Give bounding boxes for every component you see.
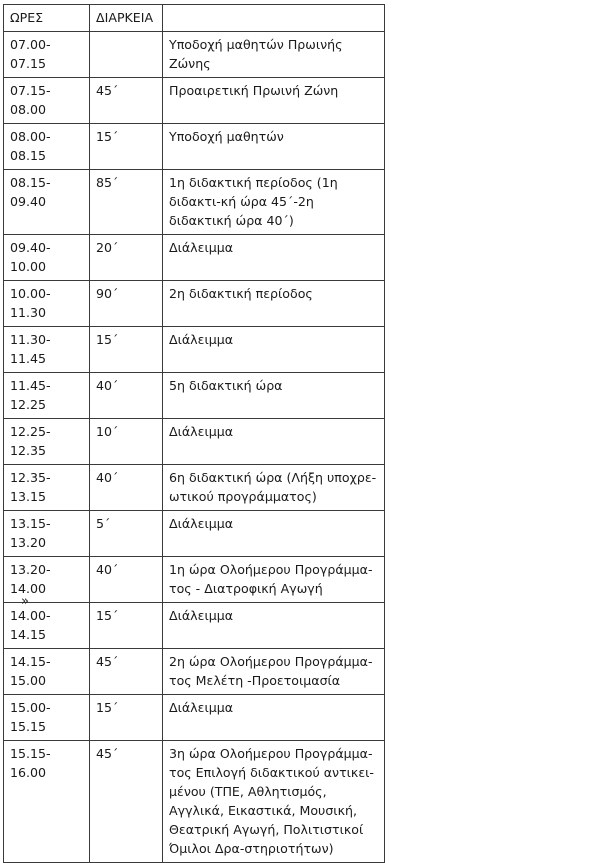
time-cell: 14.00-14.15	[4, 603, 90, 649]
table-row	[4, 124, 385, 170]
table-row	[4, 649, 385, 695]
activity-cell: Διάλειμμα	[163, 419, 385, 465]
activity-cell: 2η διδακτική περίοδος	[163, 281, 385, 327]
table-row	[4, 281, 385, 327]
table-row	[4, 235, 385, 281]
header-duration: ΔΙΑΡΚΕΙΑ	[90, 5, 163, 32]
time-cell: 08.15-09.40	[4, 170, 90, 235]
activity-cell: 6η διδακτική ώρα (Λήξη υποχρε-ωτικού προγράμματος)	[163, 465, 385, 511]
table-row	[4, 557, 385, 603]
time-cell: 08.00-08.15	[4, 124, 90, 170]
header-time: ΩΡΕΣ	[4, 5, 90, 32]
schedule-table	[3, 4, 385, 863]
header-activity	[163, 5, 385, 32]
activity-cell: 5η διδακτική ώρα	[163, 373, 385, 419]
time-cell: 10.00-11.30	[4, 281, 90, 327]
duration-cell: 85΄	[90, 170, 163, 235]
time-cell: 07.00-07.15	[4, 32, 90, 78]
time-cell: 07.15-08.00	[4, 78, 90, 124]
time-cell: 13.20-14.00	[4, 557, 90, 603]
activity-cell: Διάλειμμα	[163, 235, 385, 281]
duration-cell: 40΄	[90, 465, 163, 511]
time-cell: 13.15-13.20	[4, 511, 90, 557]
time-cell: 12.25-12.35	[4, 419, 90, 465]
activity-cell: Διάλειμμα	[163, 511, 385, 557]
table-row	[4, 78, 385, 124]
time-cell: 11.45-12.25	[4, 373, 90, 419]
table-row	[4, 465, 385, 511]
time-cell: 14.15-15.00	[4, 649, 90, 695]
table-row	[4, 695, 385, 741]
duration-cell: 15΄	[90, 124, 163, 170]
activity-cell: Υποδοχή μαθητών Πρωινής Ζώνης	[163, 32, 385, 78]
duration-cell: 40΄	[90, 557, 163, 603]
closing-quote-mark: »	[21, 594, 29, 609]
activity-cell: Διάλειμμα	[163, 603, 385, 649]
activity-cell: 2η ώρα Ολοήμερου Προγράμμα-τος Μελέτη -Προετοιμασία	[163, 649, 385, 695]
duration-cell: 15΄	[90, 603, 163, 649]
table-row	[4, 419, 385, 465]
duration-cell: 15΄	[90, 327, 163, 373]
table-row	[4, 327, 385, 373]
duration-cell: 10΄	[90, 419, 163, 465]
time-cell: 15.00-15.15	[4, 695, 90, 741]
activity-cell: Υποδοχή μαθητών	[163, 124, 385, 170]
time-cell: 11.30-11.45	[4, 327, 90, 373]
duration-cell: 40΄	[90, 373, 163, 419]
activity-cell: 3η ώρα Ολοήμερου Προγράμμα-τος Επιλογή διδακτικού αντικει-μένου (ΤΠΕ, Αθλητισμός, Αγγλικά, Εικαστικά, Μουσική, Θεατρική Αγωγή, Πολιτιστικοί Όμιλοι Δρα-στηριοτήτων)	[163, 741, 385, 863]
table-row	[4, 170, 385, 235]
duration-cell: 45΄	[90, 741, 163, 863]
duration-cell: 90΄	[90, 281, 163, 327]
activity-cell: 1η ώρα Ολοήμερου Προγράμμα-τος - Διατροφική Αγωγή	[163, 557, 385, 603]
table-header-row	[4, 5, 385, 32]
table-row	[4, 511, 385, 557]
table-row	[4, 741, 385, 863]
schedule-body	[4, 32, 385, 863]
duration-cell: 45΄	[90, 78, 163, 124]
table-row	[4, 373, 385, 419]
time-cell: 09.40-10.00	[4, 235, 90, 281]
duration-cell: 15΄	[90, 695, 163, 741]
activity-cell: 1η διδακτική περίοδος (1η διδακτι-κή ώρα 45΄-2η διδακτική ώρα 40΄)	[163, 170, 385, 235]
activity-cell: Διάλειμμα	[163, 327, 385, 373]
table-row	[4, 32, 385, 78]
duration-cell: 45΄	[90, 649, 163, 695]
activity-cell: Προαιρετική Πρωινή Ζώνη	[163, 78, 385, 124]
time-cell: 12.35-13.15	[4, 465, 90, 511]
duration-cell: 5΄	[90, 511, 163, 557]
activity-cell: Διάλειμμα	[163, 695, 385, 741]
duration-cell: 20΄	[90, 235, 163, 281]
time-cell: 15.15-16.00	[4, 741, 90, 863]
duration-cell	[90, 32, 163, 78]
table-row	[4, 603, 385, 649]
